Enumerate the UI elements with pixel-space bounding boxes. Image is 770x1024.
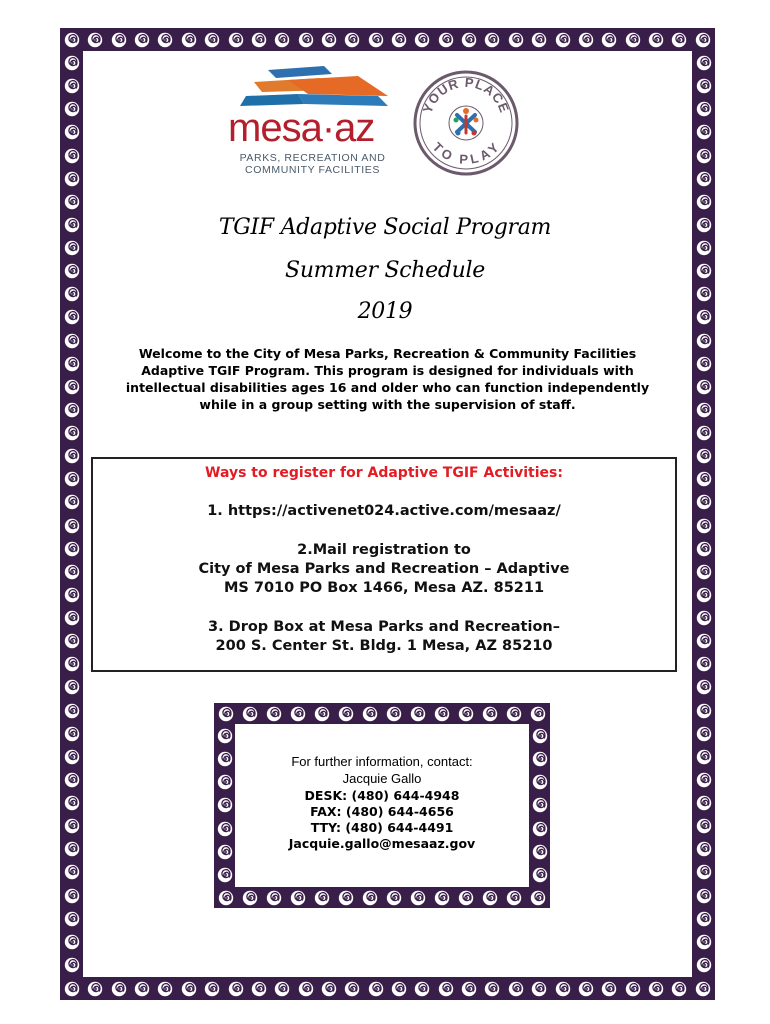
swirl-icon xyxy=(64,957,80,973)
contact-box xyxy=(214,703,550,908)
swirl-icon xyxy=(461,32,477,48)
swirl-icon xyxy=(204,981,220,997)
swirl-icon xyxy=(696,818,712,834)
swirl-icon xyxy=(64,981,80,997)
mesa-subtitle-line-1: PARKS, RECREATION AND xyxy=(239,152,386,164)
contact-swirls-bottom xyxy=(214,887,550,908)
swirl-icon xyxy=(696,957,712,973)
swirl-icon xyxy=(266,890,282,906)
swirl-icon xyxy=(625,32,641,48)
swirl-icon xyxy=(64,309,80,325)
swirl-icon xyxy=(696,148,712,164)
swirl-icon xyxy=(64,564,80,580)
swirl-icon xyxy=(64,217,80,233)
swirl-icon xyxy=(64,587,80,603)
page-title-year: 2019 xyxy=(357,299,413,324)
swirl-icon xyxy=(64,795,80,811)
swirl-icon xyxy=(696,333,712,349)
swirl-icon xyxy=(696,55,712,71)
swirl-icon xyxy=(482,890,498,906)
swirl-icon xyxy=(321,981,337,997)
swirl-icon xyxy=(530,706,546,722)
swirl-icon xyxy=(648,32,664,48)
mesa-subtitle xyxy=(230,152,395,176)
swirl-icon xyxy=(482,706,498,722)
swirl-icon xyxy=(321,32,337,48)
swirl-icon xyxy=(508,32,524,48)
swirl-icon xyxy=(217,751,233,767)
swirl-icon xyxy=(218,890,234,906)
swirl-icon xyxy=(695,32,711,48)
swirl-icon xyxy=(242,890,258,906)
contact-email-link[interactable]: Jacquie.gallo@mesaaz.gov xyxy=(288,836,476,851)
swirl-icon xyxy=(290,706,306,722)
swirl-icon xyxy=(64,425,80,441)
swirl-icon xyxy=(506,890,522,906)
swirl-icon xyxy=(532,751,548,767)
registration-mail-address: MS 7010 PO Box 1466, Mesa AZ. 85211 xyxy=(223,580,545,596)
swirl-icon xyxy=(217,728,233,744)
swirl-icon xyxy=(532,844,548,860)
swirl-icon xyxy=(648,981,664,997)
contact-swirls-top xyxy=(214,703,550,724)
swirl-icon xyxy=(87,32,103,48)
swirl-icon xyxy=(386,706,402,722)
swirl-icon xyxy=(696,124,712,140)
registration-heading: Ways to register for Adaptive TGIF Activities: xyxy=(205,465,563,481)
swirl-icon xyxy=(217,844,233,860)
swirl-icon xyxy=(696,101,712,117)
swirl-icon xyxy=(64,818,80,834)
page-title-line-2: Summer Schedule xyxy=(285,258,485,283)
swirl-icon xyxy=(64,679,80,695)
swirl-icon xyxy=(64,703,80,719)
place-logo-bottom-text: TO PLAY xyxy=(429,139,503,167)
swirl-icon xyxy=(64,633,80,649)
contact-swirls-left xyxy=(214,724,235,887)
swirl-icon xyxy=(532,774,548,790)
swirl-icon xyxy=(696,587,712,603)
swirl-icon xyxy=(157,32,173,48)
swirl-icon xyxy=(696,541,712,557)
intro-paragraph xyxy=(110,345,665,413)
swirl-icon xyxy=(531,981,547,997)
swirl-icon xyxy=(217,821,233,837)
place-logo-top-text: YOUR PLACE xyxy=(419,74,513,116)
mesa-mountains-icon xyxy=(228,62,393,110)
swirl-icon xyxy=(484,32,500,48)
swirl-icon xyxy=(696,749,712,765)
swirl-icon xyxy=(414,32,430,48)
swirl-icon xyxy=(181,32,197,48)
swirl-icon xyxy=(338,890,354,906)
swirl-icon xyxy=(530,890,546,906)
swirl-icon xyxy=(410,706,426,722)
swirl-icon xyxy=(696,286,712,302)
registration-dropbox-address: 200 S. Center St. Bldg. 1 Mesa, AZ 85210 xyxy=(215,638,553,654)
swirl-icon xyxy=(314,890,330,906)
swirl-icon xyxy=(696,425,712,441)
swirl-icon xyxy=(242,706,258,722)
swirl-icon xyxy=(251,32,267,48)
swirl-icon xyxy=(217,797,233,813)
swirl-icon xyxy=(696,78,712,94)
swirl-icon xyxy=(696,772,712,788)
swirl-icon xyxy=(64,772,80,788)
swirl-icon xyxy=(601,32,617,48)
swirl-icon xyxy=(696,240,712,256)
swirl-icon xyxy=(274,981,290,997)
swirl-icon xyxy=(111,32,127,48)
swirl-icon xyxy=(555,981,571,997)
swirl-icon xyxy=(157,981,173,997)
swirl-icon xyxy=(434,890,450,906)
swirl-icon xyxy=(64,494,80,510)
swirl-icon xyxy=(298,32,314,48)
swirl-icon xyxy=(696,309,712,325)
swirl-icon xyxy=(314,706,330,722)
swirl-icon xyxy=(696,194,712,210)
swirl-icon xyxy=(64,749,80,765)
swirl-icon xyxy=(386,890,402,906)
swirl-icon xyxy=(274,32,290,48)
swirl-icon xyxy=(218,706,234,722)
swirl-icon xyxy=(64,32,80,48)
swirl-icon xyxy=(87,981,103,997)
contact-fax: FAX: (480) 644-4656 xyxy=(310,804,454,819)
swirl-icon xyxy=(64,934,80,950)
border-swirls-right xyxy=(692,51,715,977)
intro-line-2: Adaptive TGIF Program. This program is designed for individuals with xyxy=(141,363,634,378)
swirl-icon xyxy=(111,981,127,997)
swirl-icon xyxy=(696,679,712,695)
border-swirls-left xyxy=(60,51,83,977)
swirl-icon xyxy=(625,981,641,997)
swirl-icon xyxy=(64,610,80,626)
swirl-icon xyxy=(204,32,220,48)
swirl-icon xyxy=(532,867,548,883)
contact-tty: TTY: (480) 644-4491 xyxy=(310,820,454,835)
swirl-icon xyxy=(696,726,712,742)
swirl-icon xyxy=(338,706,354,722)
swirl-icon xyxy=(696,888,712,904)
swirl-icon xyxy=(64,656,80,672)
swirl-icon xyxy=(298,981,314,997)
swirl-icon xyxy=(458,706,474,722)
swirl-icon xyxy=(64,726,80,742)
registration-dropbox-label: 3. Drop Box at Mesa Parks and Recreation– xyxy=(208,619,560,635)
swirl-icon xyxy=(484,981,500,997)
swirl-icon xyxy=(290,890,306,906)
swirl-icon xyxy=(64,171,80,187)
swirl-icon xyxy=(695,981,711,997)
page-title-line-1: TGIF Adaptive Social Program xyxy=(218,215,552,240)
swirl-icon xyxy=(696,703,712,719)
border-swirls-top xyxy=(60,28,715,51)
swirl-icon xyxy=(64,78,80,94)
swirl-icon xyxy=(391,32,407,48)
swirl-icon xyxy=(362,706,378,722)
swirl-icon xyxy=(228,981,244,997)
mesa-wordmark: mesa·az xyxy=(228,106,375,150)
swirl-icon xyxy=(696,564,712,580)
swirl-icon xyxy=(362,890,378,906)
swirl-icon xyxy=(64,101,80,117)
swirl-icon xyxy=(64,124,80,140)
swirl-icon xyxy=(344,32,360,48)
swirl-icon xyxy=(64,888,80,904)
swirl-icon xyxy=(438,981,454,997)
swirl-icon xyxy=(671,981,687,997)
swirl-icon xyxy=(64,55,80,71)
swirl-icon xyxy=(531,32,547,48)
swirl-icon xyxy=(696,379,712,395)
swirl-icon xyxy=(696,171,712,187)
intro-line-4: while in a group setting with the supervision of staff. xyxy=(199,397,576,412)
swirl-icon xyxy=(696,494,712,510)
people-figures-icon xyxy=(449,106,483,140)
swirl-icon xyxy=(696,633,712,649)
contact-desk-phone: DESK: (480) 644-4948 xyxy=(304,788,460,803)
swirl-icon xyxy=(696,841,712,857)
swirl-icon xyxy=(532,821,548,837)
swirl-icon xyxy=(228,32,244,48)
swirl-icon xyxy=(64,864,80,880)
swirl-icon xyxy=(532,728,548,744)
contact-intro: For further information, contact: xyxy=(291,754,473,769)
swirl-icon xyxy=(217,774,233,790)
swirl-icon xyxy=(532,797,548,813)
swirl-icon xyxy=(64,541,80,557)
swirl-icon xyxy=(217,867,233,883)
swirl-icon xyxy=(64,356,80,372)
registration-online-link[interactable]: 1. https://activenet024.active.com/mesaaz/ xyxy=(207,503,561,519)
swirl-icon xyxy=(555,32,571,48)
intro-line-1: Welcome to the City of Mesa Parks, Recreation & Community Facilities xyxy=(138,346,637,361)
swirl-icon xyxy=(368,981,384,997)
swirl-icon xyxy=(344,981,360,997)
swirl-icon xyxy=(696,934,712,950)
swirl-icon xyxy=(64,471,80,487)
swirl-icon xyxy=(461,981,477,997)
swirl-icon xyxy=(696,356,712,372)
swirl-icon xyxy=(64,448,80,464)
swirl-icon xyxy=(696,610,712,626)
swirl-icon xyxy=(671,32,687,48)
swirl-icon xyxy=(601,981,617,997)
swirl-icon xyxy=(696,656,712,672)
swirl-icon xyxy=(368,32,384,48)
swirl-icon xyxy=(64,148,80,164)
contact-name: Jacquie Gallo xyxy=(342,771,422,786)
swirl-icon xyxy=(64,379,80,395)
swirl-icon xyxy=(578,32,594,48)
swirl-icon xyxy=(696,911,712,927)
swirl-icon xyxy=(438,32,454,48)
mesa-subtitle-line-2: COMMUNITY FACILITIES xyxy=(245,164,380,176)
swirl-icon xyxy=(696,217,712,233)
swirl-icon xyxy=(134,981,150,997)
swirl-icon xyxy=(414,981,430,997)
swirl-icon xyxy=(696,795,712,811)
swirl-icon xyxy=(64,263,80,279)
swirl-icon xyxy=(506,706,522,722)
swirl-icon xyxy=(64,402,80,418)
swirl-icon xyxy=(64,518,80,534)
swirl-icon xyxy=(134,32,150,48)
swirl-icon xyxy=(508,981,524,997)
swirl-icon xyxy=(696,402,712,418)
swirl-icon xyxy=(696,518,712,534)
contact-content xyxy=(235,724,529,887)
border-swirls-bottom xyxy=(60,977,715,1000)
swirl-icon xyxy=(251,981,267,997)
swirl-icon xyxy=(266,706,282,722)
swirl-icon xyxy=(64,194,80,210)
your-place-to-play-logo xyxy=(413,70,519,176)
swirl-icon xyxy=(64,240,80,256)
swirl-icon xyxy=(64,286,80,302)
swirl-icon xyxy=(64,911,80,927)
registration-mail-label: 2.Mail registration to xyxy=(297,542,471,558)
swirl-icon xyxy=(578,981,594,997)
swirl-icon xyxy=(64,841,80,857)
contact-swirls-right xyxy=(529,724,550,887)
swirl-icon xyxy=(696,864,712,880)
swirl-icon xyxy=(410,890,426,906)
swirl-icon xyxy=(696,471,712,487)
swirl-icon xyxy=(391,981,407,997)
swirl-icon xyxy=(434,706,450,722)
swirl-icon xyxy=(181,981,197,997)
swirl-icon xyxy=(696,448,712,464)
registration-mail-addressee: City of Mesa Parks and Recreation – Adaptive xyxy=(198,561,570,577)
swirl-icon xyxy=(458,890,474,906)
registration-box xyxy=(91,457,677,672)
mesa-az-logo xyxy=(228,62,393,177)
swirl-icon xyxy=(64,333,80,349)
intro-line-3: intellectual disabilities ages 16 and older who can function independently xyxy=(125,380,650,395)
swirl-icon xyxy=(696,263,712,279)
